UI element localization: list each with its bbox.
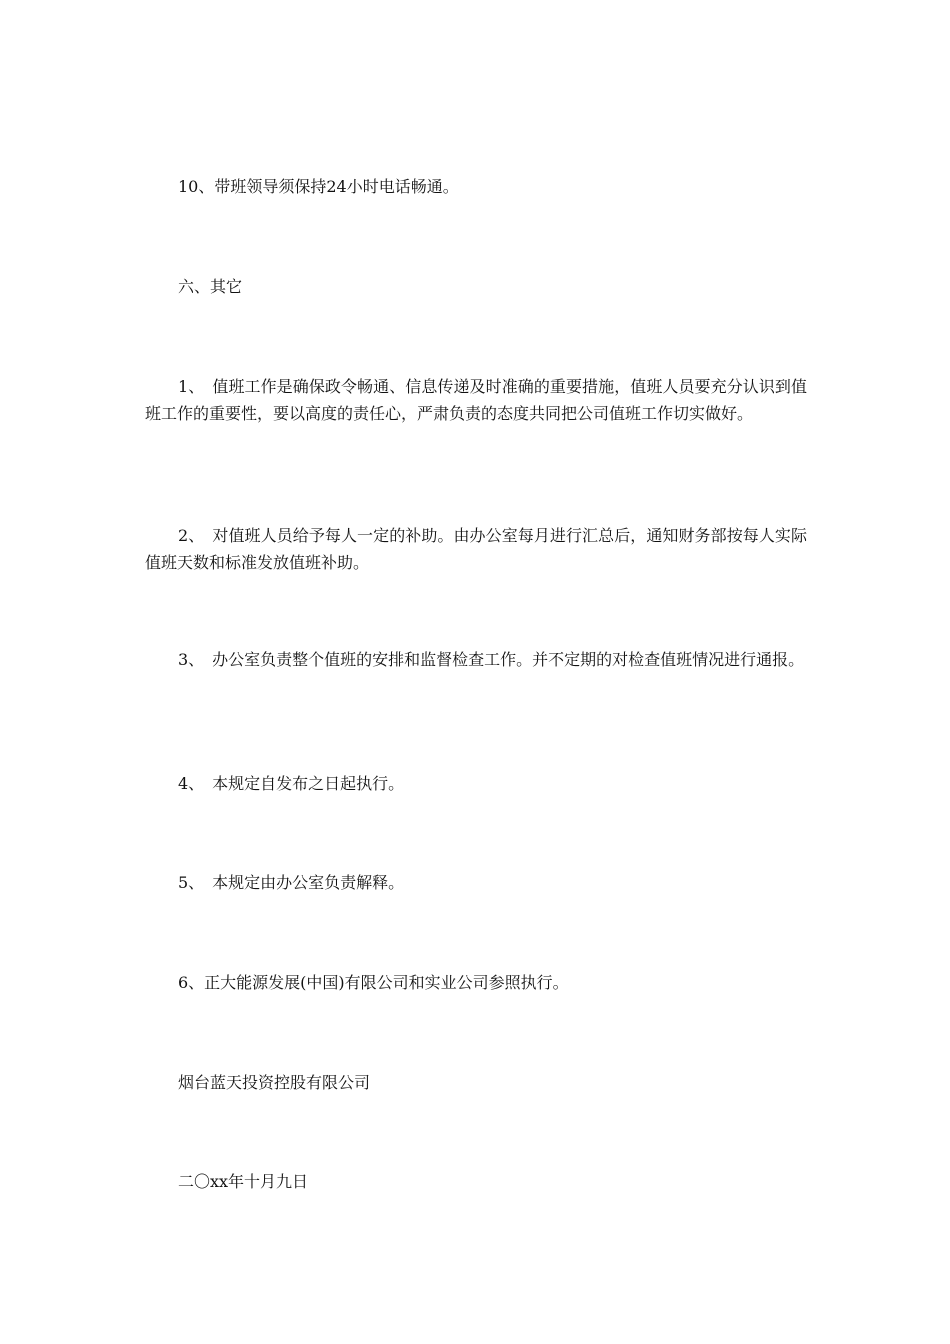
paragraph-duty-leader-phone: 10、带班领导须保持24小时电话畅通。 (178, 177, 459, 196)
paragraph-item-3: 3、 办公室负责整个值班的安排和监督检查工作。并不定期的对检查值班情况进行通报。 (178, 650, 805, 669)
paragraph-item-2: 2、 对值班人员给予每人一定的补助。由办公室每月进行汇总后，通知财务部按每人实际值班天数和标准发放值班补助。 (145, 526, 807, 572)
paragraph-item-4: 4、 本规定自发布之日起执行。 (178, 774, 405, 793)
paragraph-item-1: 1、 值班工作是确保政令畅通、信息传递及时准确的重要措施，值班人员要充分认识到值班工作的重要性，要以高度的责任心，严肃负责的态度共同把公司值班工作切实做好。 (145, 377, 807, 423)
paragraph-item-6: 6、正大能源发展(中国)有限公司和实业公司参照执行。 (178, 973, 569, 992)
section-heading-other: 六、其它 (178, 277, 243, 296)
paragraph-item-5: 5、 本规定由办公室负责解释。 (178, 873, 405, 892)
company-signature: 烟台蓝天投资控股有限公司 (178, 1073, 371, 1092)
document-date: 二〇xx年十月九日 (178, 1172, 309, 1191)
